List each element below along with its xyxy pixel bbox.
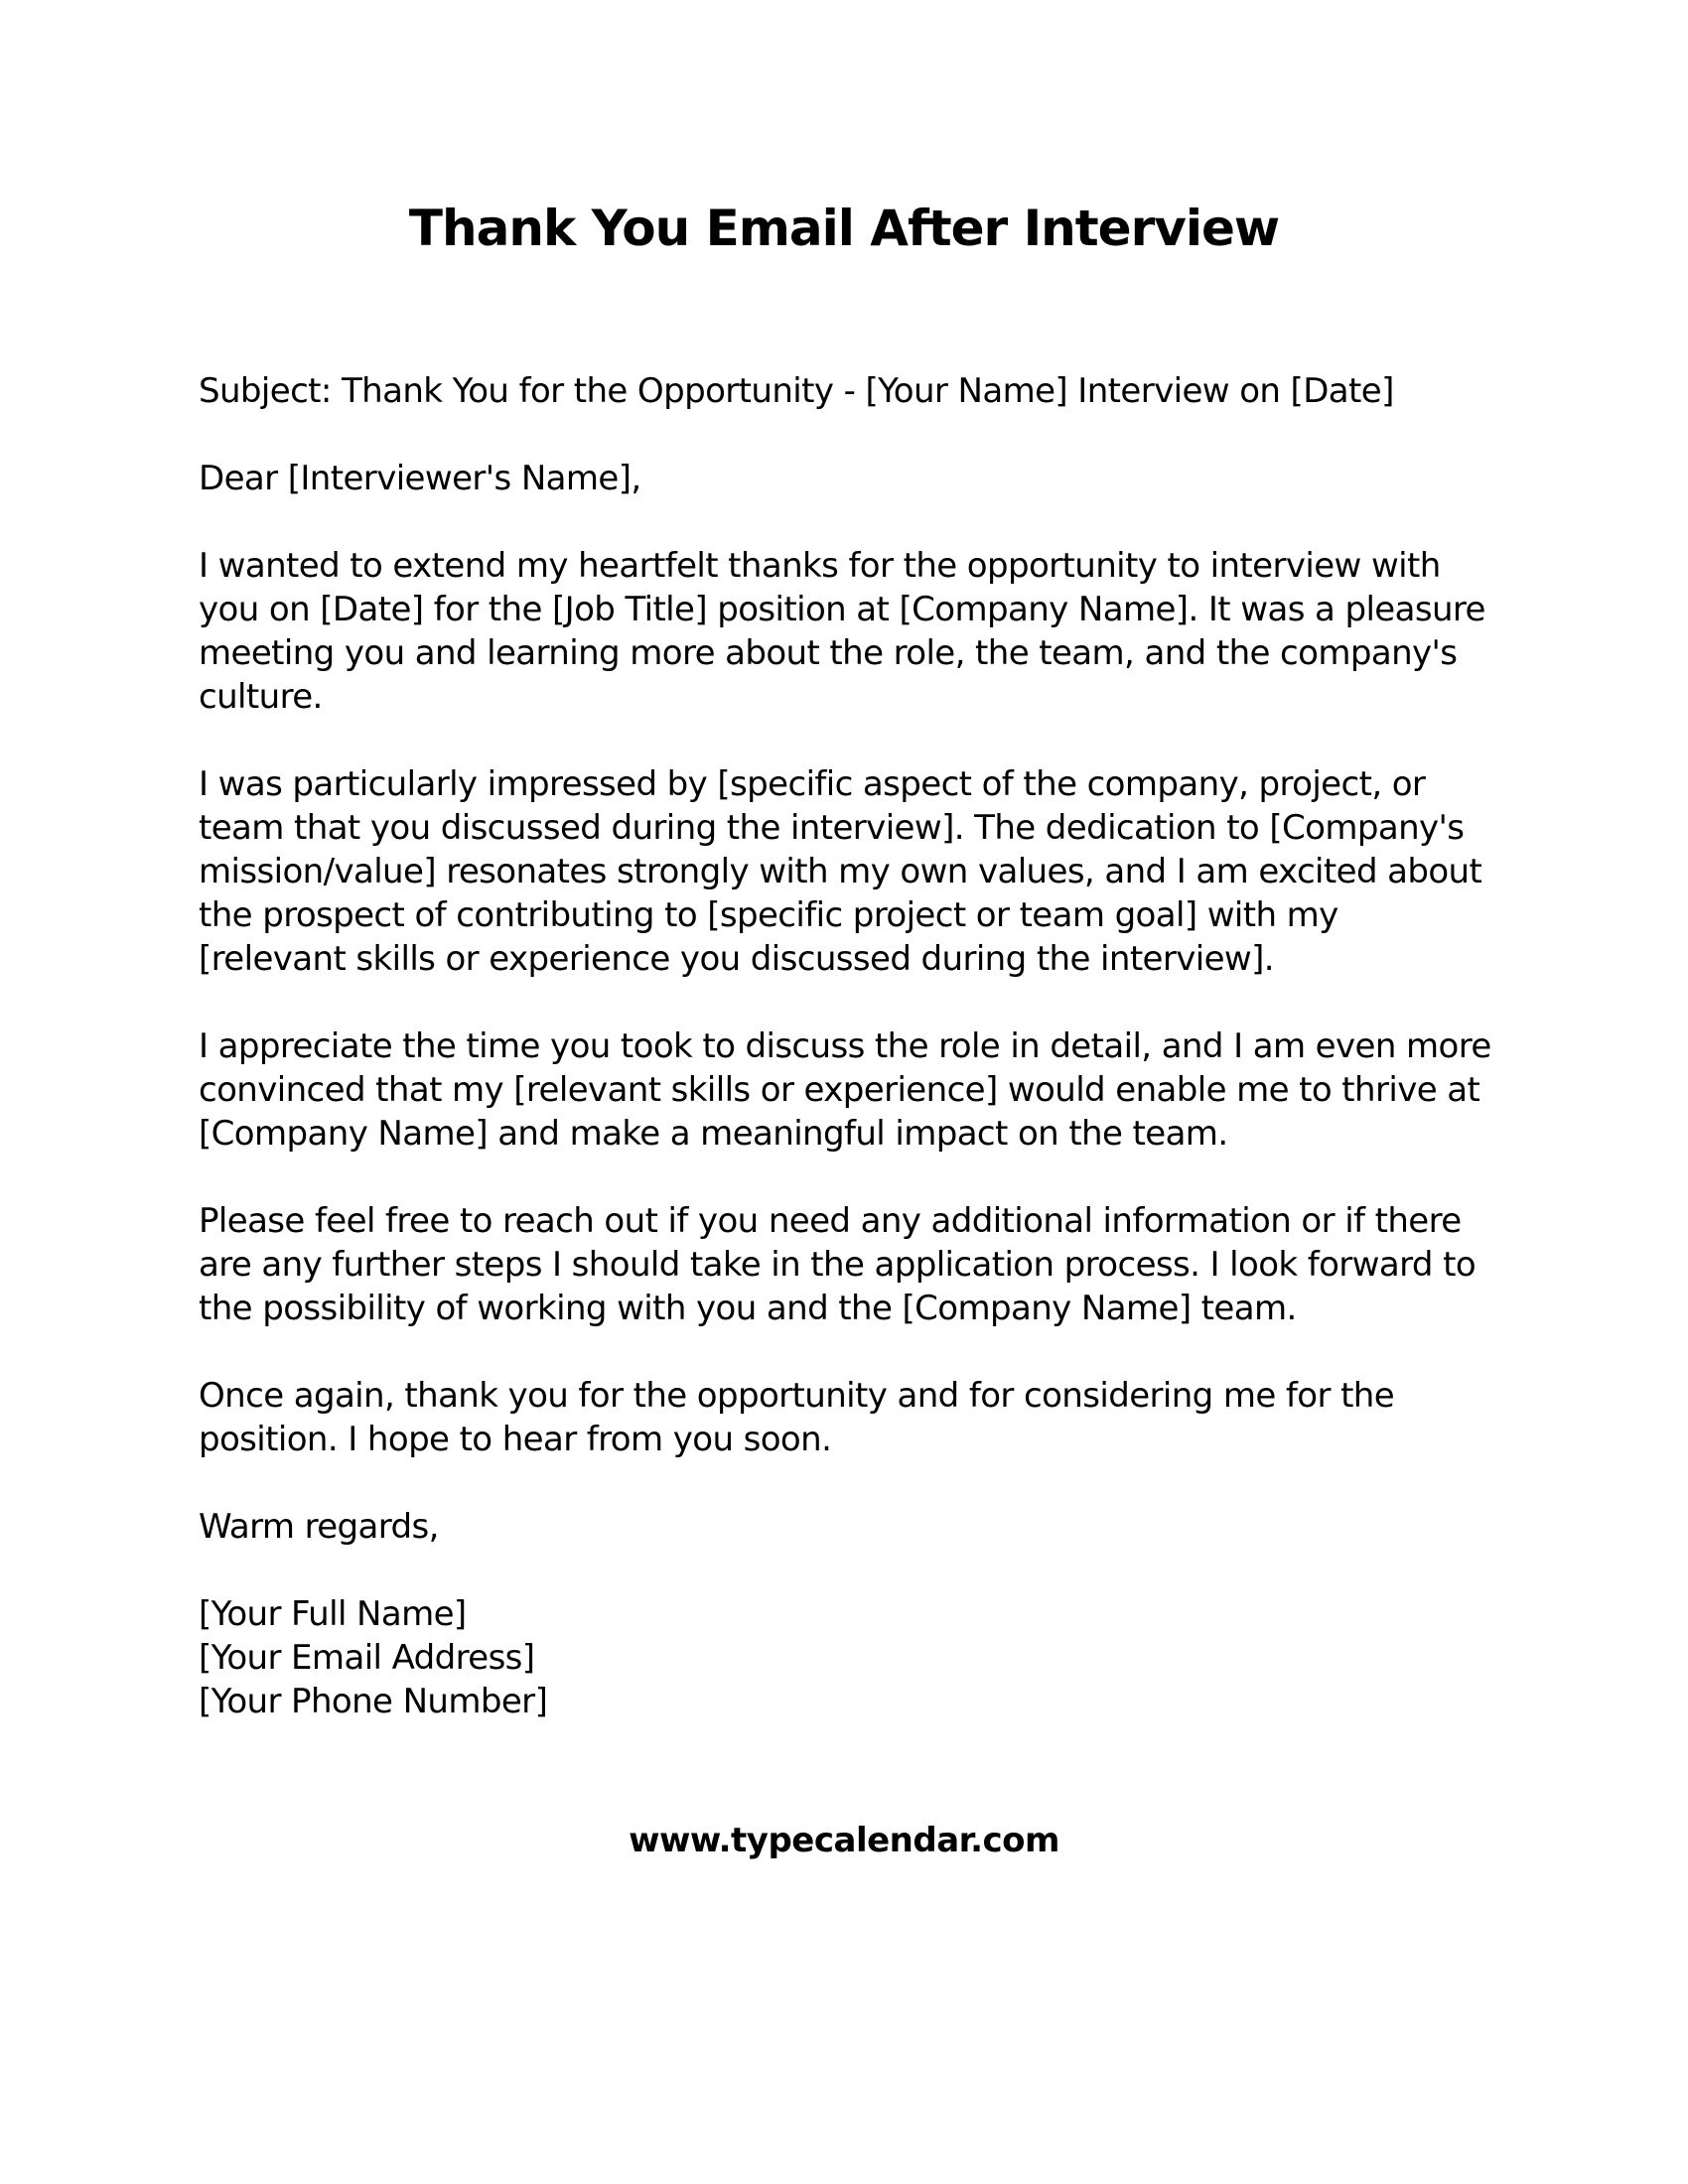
paragraph-line: Once again, thank you for the opportunity and for considering me for the [199, 1376, 1395, 1416]
paragraph-line: the prospect of contributing to [specific project or team goal] with my [199, 895, 1338, 935]
paragraph-line: I wanted to extend my heartfelt thanks for the opportunity to interview with [199, 546, 1441, 586]
paragraph-line: mission/value] resonates strongly with my own values, and I am excited about [199, 852, 1482, 891]
greeting [199, 457, 1509, 500]
subject-text: Subject: Thank You for the Opportunity - [Your Name] Interview on [Date] [199, 371, 1394, 411]
paragraph-5 [199, 1374, 1509, 1461]
paragraph-4 [199, 1199, 1509, 1330]
closing-text: Warm regards, [199, 1507, 439, 1547]
paragraph-line: convinced that my [relevant skills or experience] would enable me to thrive at [199, 1070, 1480, 1110]
paragraph-line: culture. [199, 677, 323, 717]
paragraph-2 [199, 762, 1509, 981]
signature-name: [Your Full Name] [199, 1594, 467, 1634]
paragraph-line: Please feel free to reach out if you need any additional information or if there [199, 1201, 1462, 1241]
paragraph-3 [199, 1024, 1509, 1156]
subject-line [199, 369, 1509, 413]
signature-block [199, 1592, 1509, 1723]
paragraph-line: I appreciate the time you took to discuss the role in detail, and I am even more [199, 1026, 1491, 1066]
signature-phone: [Your Phone Number] [199, 1682, 548, 1721]
greeting-text: Dear [Interviewer's Name], [199, 459, 641, 498]
paragraph-line: [relevant skills or experience you discussed during the interview]. [199, 939, 1275, 979]
paragraph-line: are any further steps I should take in the application process. I look forward to [199, 1245, 1477, 1285]
footer-website: www.typecalendar.com [629, 1821, 1059, 1860]
paragraph-line: meeting you and learning more about the role, the team, and the company's [199, 633, 1458, 673]
paragraph-line: team that you discussed during the interview]. The dedication to [Company's [199, 808, 1465, 848]
document-title: Thank You Email After Interview [408, 200, 1280, 257]
paragraph-line: you on [Date] for the [Job Title] position at [Company Name]. It was a pleasure [199, 590, 1485, 629]
paragraph-line: [Company Name] and make a meaningful impact on the team. [199, 1114, 1228, 1154]
paragraph-line: position. I hope to hear from you soon. [199, 1420, 832, 1459]
signature-email: [Your Email Address] [199, 1638, 535, 1678]
paragraph-line: the possibility of working with you and the [Company Name] team. [199, 1289, 1297, 1328]
closing [199, 1505, 1509, 1549]
email-body [199, 369, 1509, 1723]
paragraph-1 [199, 544, 1509, 719]
paragraph-line: I was particularly impressed by [specific aspect of the company, project, or [199, 764, 1426, 804]
